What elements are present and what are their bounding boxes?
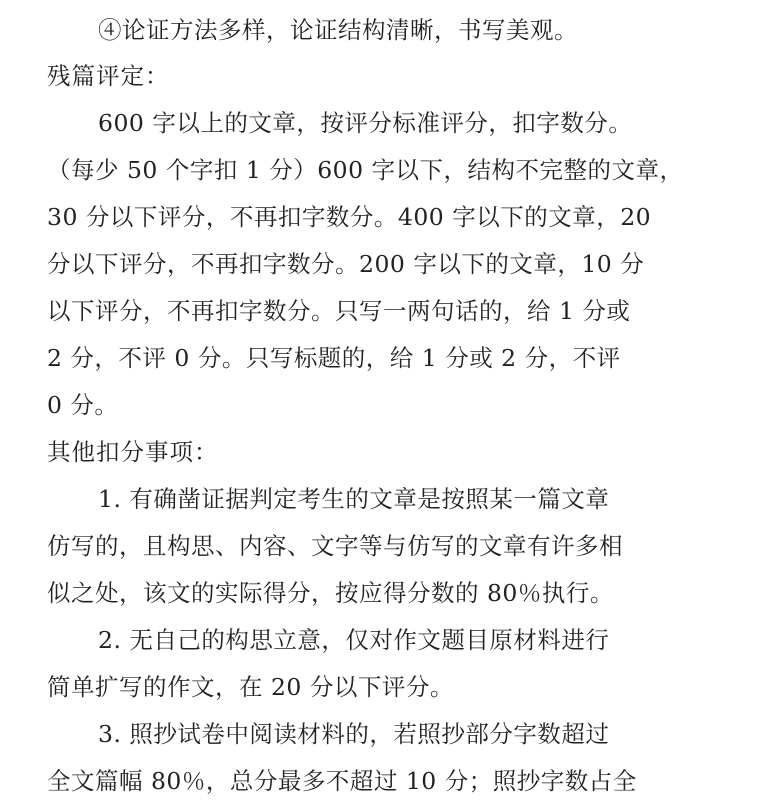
criterion-item-4: ④论证方法多样，论证结构清晰，书写美观。 [98,16,578,44]
paragraph-line: 仿写的，且构思、内容、文字等与仿写的文章有许多相 [47,532,623,560]
paragraph-line: 全文篇幅 80％，总分最多不超过 10 分；照抄字数占全 [47,767,637,795]
paragraph-line: 2 分，不评 0 分。只写标题的，给 1 分或 2 分，不评 [47,344,621,372]
paragraph-line: 以下评分，不再扣字数分。只写一两句话的，给 1 分或 [47,297,631,325]
paragraph-line: 似之处，该文的实际得分，按应得分数的 80％执行。 [47,579,614,607]
paragraph-line: 分以下评分，不再扣字数分。200 字以下的文章，10 分 [47,250,645,278]
paragraph-line: 600 字以上的文章，按评分标准评分，扣字数分。 [98,109,633,137]
section-heading-other-deductions: 其他扣分事项： [47,438,219,466]
paragraph-line: （每少 50 个字扣 1 分）600 字以下，结构不完整的文章， [47,156,684,184]
deduction-item-2: 2. 无自己的构思立意，仅对作文题目原材料进行 [98,626,610,654]
paragraph-line: 30 分以下评分，不再扣字数分。400 字以下的文章，20 [47,203,652,231]
paragraph-line: 简单扩写的作文，在 20 分以下评分。 [47,673,454,701]
section-heading-incomplete-essays: 残篇评定： [47,62,170,90]
deduction-item-1: 1. 有确凿证据判定考生的文章是按照某一篇文章 [98,485,610,513]
deduction-item-3: 3. 照抄试卷中阅读材料的，若照抄部分字数超过 [98,720,610,748]
paragraph-line: 0 分。 [47,391,119,419]
